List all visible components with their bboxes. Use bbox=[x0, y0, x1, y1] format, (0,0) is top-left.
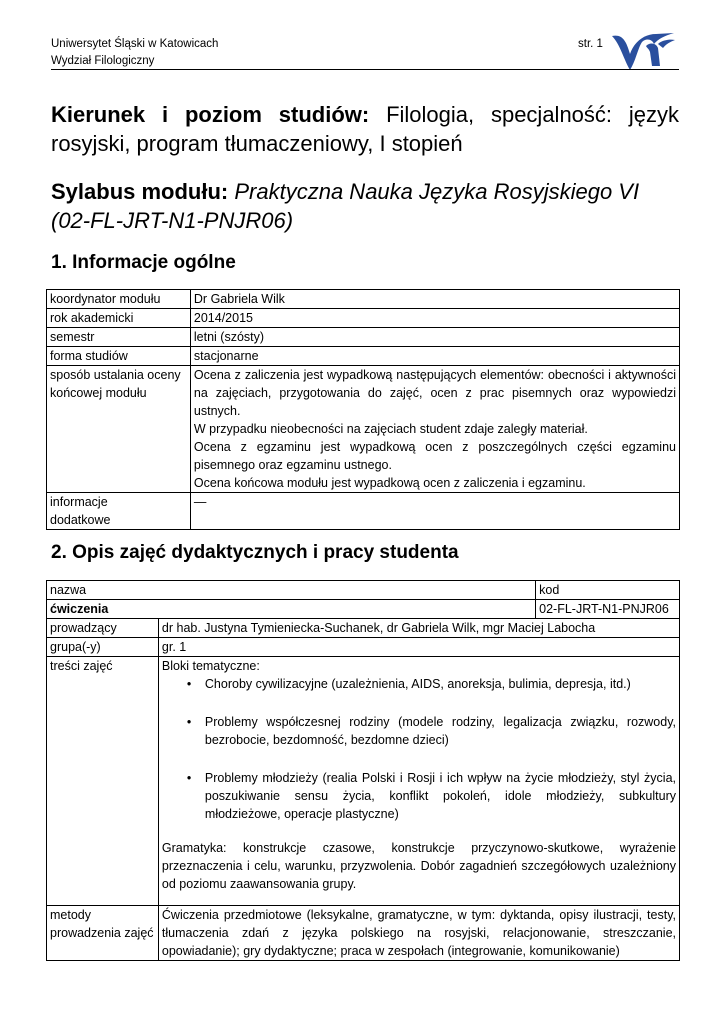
group-value: gr. 1 bbox=[158, 638, 679, 657]
row-value: Dr Gabriela Wilk bbox=[190, 290, 679, 309]
table-row bbox=[47, 600, 680, 619]
table-row bbox=[47, 347, 680, 366]
table-row bbox=[47, 657, 680, 906]
table-row bbox=[47, 619, 680, 638]
syllabus-label: Sylabus modułu: bbox=[51, 179, 229, 204]
teachers-label: prowadzący bbox=[47, 619, 159, 638]
course-description-table bbox=[46, 580, 680, 961]
university-logo bbox=[608, 30, 678, 72]
content-value bbox=[158, 657, 679, 906]
row-label: semestr bbox=[47, 328, 191, 347]
university-name: Uniwersytet Śląski w Katowicach bbox=[51, 38, 219, 50]
extra-info-value: — bbox=[190, 493, 679, 530]
grading-value bbox=[190, 366, 679, 493]
section1-heading: 1. Informacje ogólne bbox=[51, 252, 236, 273]
methods-value: Ćwiczenia przedmiotowe (leksykalne, gramatyczne, w tym: dyktanda, opisy ilustracji, testy, tłumaczenia zdań z języka polskiego na rosyjski, relacjonowanie, streszczanie, opowiadanie); gry dydaktyczne; praca w zespołach (integrowanie, komunikowanie) bbox=[158, 906, 679, 961]
name-value: ćwiczenia bbox=[47, 600, 536, 619]
field-label: Kierunek i poziom studiów: bbox=[51, 102, 370, 127]
code-header: kod bbox=[536, 581, 680, 600]
content-intro: Bloki tematyczne: bbox=[161, 659, 260, 673]
row-label: rok akademicki bbox=[47, 309, 191, 328]
row-value: 2014/2015 bbox=[190, 309, 679, 328]
methods-label: metody prowadzenia zajęć bbox=[47, 906, 159, 961]
table-row bbox=[47, 366, 680, 493]
list-item: • Problemy współczesnej rodziny (modele rodziny, legalizacja związku, rozwody, bezrobocie, bezdomność, bezdomne dzieci) bbox=[187, 713, 676, 749]
table-row bbox=[47, 328, 680, 347]
syllabus-heading bbox=[51, 177, 679, 235]
name-header: nazwa bbox=[47, 581, 536, 600]
row-label: koordynator modułu bbox=[47, 290, 191, 309]
topic-list bbox=[162, 675, 676, 823]
grading-line: W przypadku nieobecności na zajęciach student zdaje zaległy materiał. bbox=[193, 422, 588, 436]
extra-info-label: informacje dodatkowe bbox=[47, 493, 191, 530]
row-value: stacjonarne bbox=[190, 347, 679, 366]
table-row bbox=[47, 581, 680, 600]
group-label: grupa(-y) bbox=[47, 638, 159, 657]
list-item: • Problemy młodzieży (realia Polski i Rosji i ich wpływ na życie młodzieży, styl życia, poszukiwanie sensu życia, konflikt pokoleń, idole młodzieży, subkultury młodzieżowe, operacje plastyczne) bbox=[187, 769, 676, 823]
grammar-text: Gramatyka: konstrukcje czasowe, konstrukcje przyczynowo-skutkowe, wyrażenie przeznaczenia i celu, warunku, przyzwolenia. Dobór zagadnień szczegółowych uzależniony od poziomu zaawansowania grupy. bbox=[161, 841, 676, 891]
row-label: forma studiów bbox=[47, 347, 191, 366]
row-value: letni (szósty) bbox=[190, 328, 679, 347]
faculty-name: Wydział Filologiczny bbox=[51, 55, 155, 67]
field-value: Filologia, specjalność: język rosyjski, program tłumaczeniowy, I stopień bbox=[51, 102, 679, 156]
syllabus-value: Praktyczna Nauka Języka Rosyjskiego VI (02-FL-JRT-N1-PNJR06) bbox=[51, 179, 640, 233]
grading-label: sposób ustalania oceny końcowej modułu bbox=[47, 366, 191, 493]
table-row bbox=[47, 906, 680, 961]
list-item: • Choroby cywilizacyjne (uzależnienia, AIDS, anoreksja, bulimia, depresja, itd.) bbox=[187, 675, 676, 693]
content-label: treści zajęć bbox=[47, 657, 159, 906]
page-number: str. 1 bbox=[578, 38, 603, 50]
grading-line: Ocena z egzaminu jest wypadkową ocen z poszczególnych części egzaminu pisemnego oraz egzaminu ustnego. bbox=[193, 440, 676, 472]
general-info-table bbox=[46, 289, 680, 530]
table-row bbox=[47, 493, 680, 530]
grading-line: Ocena z zaliczenia jest wypadkową następujących elementów: obecności i aktywności na zajęciach, przygotowania do zajęć, ocen z prac pisemnych oraz wypowiedzi ustnych. bbox=[193, 368, 676, 418]
table-row bbox=[47, 638, 680, 657]
teachers-value: dr hab. Justyna Tymieniecka-Suchanek, dr Gabriela Wilk, mgr Maciej Labocha bbox=[158, 619, 679, 638]
table-row bbox=[47, 309, 680, 328]
grading-line: Ocena końcowa modułu jest wypadkową ocen z zaliczenia i egzaminu. bbox=[193, 476, 586, 490]
code-value: 02-FL-JRT-N1-PNJR06 bbox=[536, 600, 680, 619]
section2-heading: 2. Opis zajęć dydaktycznych i pracy studenta bbox=[51, 542, 459, 563]
header-divider bbox=[51, 69, 679, 70]
table-row bbox=[47, 290, 680, 309]
page-header bbox=[51, 36, 218, 70]
field-of-study-heading bbox=[51, 100, 679, 158]
